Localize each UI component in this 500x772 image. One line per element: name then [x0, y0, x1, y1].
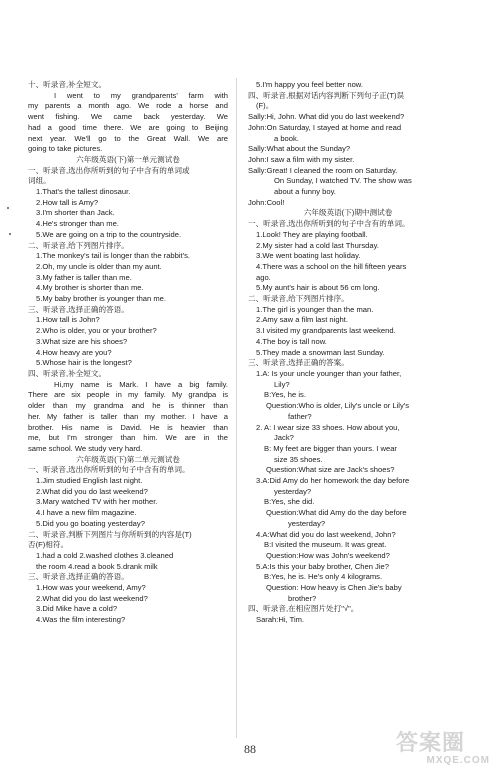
text-line: same school. We study very hard. [28, 443, 143, 453]
text-line: yesterday? [288, 518, 326, 528]
text-line: 3.We went boating last holiday. [256, 251, 361, 261]
text-line: had a good time there. We are going to Beijing [28, 122, 228, 132]
section-heading: 一、听录音,选出你所听到的句子中含有的单词。 [28, 465, 190, 475]
text-line: 5.We are going on a trip to the countryside. [36, 229, 182, 239]
section-heading: 十、听录音,补全短文。 [28, 80, 107, 89]
text-line: 2.What did you do last weekend? [36, 486, 148, 496]
text-line: 2.My sister had a cold last Thursday. [256, 240, 379, 250]
text-line: 5.They made a snowman last Sunday. [256, 347, 385, 357]
text-line: 1.had a cold 2.washed clothes 3.cleaned [36, 550, 174, 560]
text-line: 4.How heavy are you? [36, 347, 112, 357]
text-line: John:On Saturday, I stayed at home and read [248, 122, 402, 132]
text-line: 5.A:Is this your baby brother, Chen Jie? [256, 561, 389, 571]
text-line: 4.A:What did you do last weekend, John? [256, 529, 396, 539]
text-line: I went to my grandparents' farm with [54, 90, 228, 100]
text-line: 5.My aunt's hair is about 56 cm long. [256, 283, 380, 293]
section-heading: 四、听录音,在相应图片处打"√"。 [248, 604, 359, 614]
text-line: B:Yes, he is. He's only 4 kilograms. [264, 572, 383, 582]
right-column [248, 80, 448, 626]
text-line: older than my grandma and he is thinner than [28, 401, 228, 411]
text-line: 3.A:Did Amy do her homework the day before [256, 476, 410, 486]
text-line: Hi,my name is Mark. I have a big family. [54, 379, 228, 389]
text-line: 1.How was your weekend, Amy? [36, 583, 146, 593]
text-line: father? [288, 411, 312, 421]
text-line: 2.What did you do last weekend? [36, 593, 148, 603]
text-line: 1.A: Is your uncle younger than your father, [256, 368, 402, 378]
text-line: 5.I'm happy you feel better now. [256, 80, 363, 89]
text-line: 3.Did Mike have a cold? [36, 604, 118, 614]
text-line: me, but I'm stronger than him. We are in the [28, 433, 228, 443]
text-line: brother? [288, 593, 317, 603]
text-line: (F)。 [256, 101, 274, 111]
page-number: 88 [244, 742, 256, 756]
text-line: Jack? [274, 433, 294, 443]
text-line: 2.How tall is Amy? [36, 197, 99, 207]
text-line: size 35 shoes. [274, 454, 323, 464]
section-heading: 二、听录音,给下列图片排序。 [248, 294, 349, 304]
text-line: Sally:Hi, John. What did you do last weekend? [248, 112, 405, 122]
text-line: There are six people in my family. My grandpa is [28, 390, 228, 400]
text-line: 3.My father is taller than me. [36, 272, 132, 282]
text-line: 2.Oh, my uncle is older than my aunt. [36, 261, 162, 271]
text-line: John:Cool! [248, 197, 285, 207]
text-line: 4.My brother is shorter than me. [36, 283, 144, 293]
text-line: 3.I'm shorter than Jack. [36, 208, 115, 218]
section-heading: 一、听录音,选出你所听到的句子中含有的单词或 [28, 165, 190, 175]
text-line: ago. [256, 272, 271, 282]
left-column [28, 80, 228, 626]
text-line: 4.The boy is tall now. [256, 336, 327, 346]
text-line: 2.Amy saw a film last night. [256, 315, 349, 325]
text-line: 1.That's the tallest dinosaur. [36, 187, 131, 197]
section-heading: 一、听录音,选出你所听到的句子中含有的单词。 [248, 219, 410, 229]
text-line: John:I saw a film with my sister. [248, 154, 355, 164]
text-line: a book. [274, 133, 299, 143]
text-line: 1.The girl is younger than the man. [256, 304, 374, 314]
text-line: brother. His name is David. He is heavier than [28, 422, 228, 432]
column-divider [236, 78, 237, 738]
text-line: 2.Who is older, you or your brother? [36, 326, 157, 336]
section-heading: 三、听录音,选择正确的答案。 [248, 358, 349, 368]
text-line: Sarah:Hi, Tim. [256, 615, 305, 625]
section-heading: 四、听录音,补全短文。 [28, 368, 107, 378]
margin-dot [9, 233, 11, 235]
text-line: the room 4.read a book 5.drank milk [36, 561, 158, 571]
text-line: Question: How heavy is Chen Jie's baby [266, 583, 402, 593]
text-line: 4.I have a new film magazine. [36, 508, 137, 518]
text-line: 2. A: I wear size 33 shoes. How about you, [256, 422, 400, 432]
text-line: going to take pictures. [28, 144, 103, 154]
text-line: 3.What size are his shoes? [36, 336, 128, 346]
test-title: 六年级英语(下)第一单元测试卷 [76, 154, 180, 164]
text-line: went fishing. We came back yesterday. We [28, 112, 228, 122]
text-line: 1.Look! They are playing football. [256, 229, 368, 239]
text-line: Sally:What about the Sunday? [248, 144, 351, 154]
text-line: next year. We'll go to the Great Wall. We are [28, 133, 228, 143]
text-line: her. My father is taller than my mother. I have a [28, 411, 228, 421]
section-heading: 三、听录音,选择正确的答语。 [28, 572, 129, 582]
text-line: 3.Mary watched TV with her mother. [36, 497, 158, 507]
text-line: about a funny boy. [274, 187, 336, 197]
text-line: Sally:Great! I cleaned the room on Saturday. [248, 165, 398, 175]
text-line: 5.Whose hair is the longest? [36, 358, 132, 368]
text-line: 词组。 [28, 176, 51, 186]
text-line: 1.The monkey's tail is longer than the rabbit's. [36, 251, 191, 261]
text-line: 4.There was a school on the hill fifteen years [256, 261, 407, 271]
text-line: 1.Jim studied English last night. [36, 476, 143, 486]
text-line: yesterday? [274, 486, 312, 496]
section-heading: 三、听录音,选择正确的答语。 [28, 304, 129, 314]
test-title: 六年级英语(下)第二单元测试卷 [76, 454, 180, 464]
margin-dot [7, 207, 9, 209]
text-line: 4.Was the film interesting? [36, 615, 126, 625]
text-line: Lily? [274, 379, 290, 389]
text-line: 否(F)相符。 [28, 540, 69, 550]
section-heading: 四、听录音,根据对话内容判断下列句子正(T)误 [248, 90, 405, 100]
section-heading: 二、听录音,给下列图片排序。 [28, 240, 129, 250]
text-line: On Sunday, I watched TV. The show was [274, 176, 412, 186]
text-line: B:I visited the museum. It was great. [264, 540, 387, 550]
text-line: 5.My baby brother is younger than me. [36, 294, 167, 304]
section-heading: 二、听录音,判断下列图片与你所听到的内容是(T) [28, 529, 192, 539]
text-line: 4.He's stronger than me. [36, 219, 119, 229]
text-line: my parents a month ago. We rode a horse and [28, 101, 228, 111]
text-line: B:Yes, she did. [264, 497, 315, 507]
text-line: Question:What did Amy do the day before [266, 508, 407, 518]
text-line: Question:Who is older, Lily's uncle or Lily's [266, 401, 410, 411]
text-line: B:Yes, he is. [264, 390, 306, 400]
text-line: B: My feet are bigger than yours. I wear [264, 443, 397, 453]
text-line: 1.How tall is John? [36, 315, 100, 325]
text-line: 5.Did you go boating yesterday? [36, 518, 145, 528]
watermark-logo: 答案圈 MXQE.COM [396, 730, 490, 766]
test-title: 六年级英语(下)期中测试卷 [303, 208, 393, 218]
text-line: 3.I visited my grandparents last weekend. [256, 326, 396, 336]
text-line: Question:How was John's weekend? [266, 550, 390, 560]
text-line: Question:What size are Jack's shoes? [266, 465, 395, 475]
